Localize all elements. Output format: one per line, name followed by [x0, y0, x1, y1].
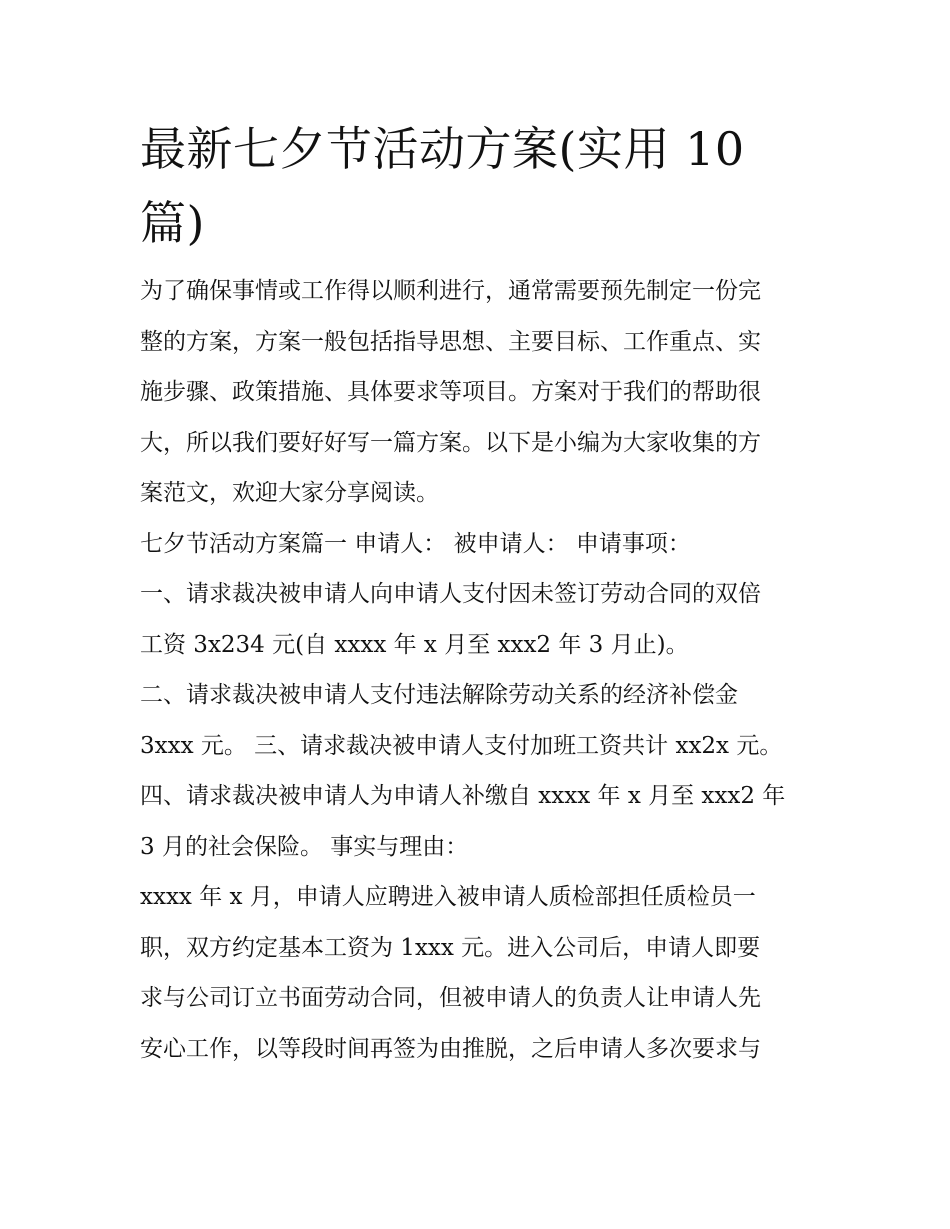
text-line-11: 四、请求裁决被申请人为申请人补缴自 xxxx 年 x 月至 xxx2 年	[140, 783, 786, 809]
title-line-1: 最新七夕节活动方案(实用 10	[140, 122, 745, 176]
text-line-1: 为了确保事情或工作得以顺利进行，通常需要预先制定一份完	[140, 278, 761, 304]
text-line-3: 施步骤、政策措施、具体要求等项目。方案对于我们的帮助很	[140, 379, 761, 405]
text-line-14: 职，双方约定基本工资为 1xxx 元。进入公司后，申请人即要	[140, 934, 761, 961]
document-title	[140, 112, 815, 260]
title-line-2: 篇)	[140, 196, 205, 250]
text-line-12: 3 月的社会保险。 事实与理由：	[140, 833, 469, 860]
text-line-7: 一、请求裁决被申请人向申请人支付因未签订劳动合同的双倍	[140, 581, 761, 607]
text-line-8: 工资 3x234 元(自 xxxx 年 x 月至 xxx2 年 3 月止)。	[140, 631, 689, 658]
text-line-4: 大，所以我们要好好写一篇方案。以下是小编为大家收集的方	[140, 429, 761, 456]
text-line-10: 3xxx 元。 三、请求裁决被申请人支付加班工资共计 xx2x 元。	[140, 732, 783, 759]
document-body	[140, 112, 815, 1074]
text-line-13: xxxx 年 x 月，申请人应聘进入被申请人质检部担任质检员一	[140, 884, 756, 910]
text-line-9: 二、请求裁决被申请人支付违法解除劳动关系的经济补偿金	[140, 682, 738, 708]
text-line-16: 安心工作，以等段时间再签为由推脱，之后申请人多次要求与	[140, 1035, 761, 1062]
text-line-2: 整的方案，方案一般包括指导思想、主要目标、工作重点、实	[140, 328, 761, 355]
text-line-6: 七夕节活动方案篇一 申请人： 被申请人： 申请事项：	[140, 530, 691, 557]
text-line-5: 案范文，欢迎大家分享阅读。	[140, 480, 439, 506]
text-line-15: 求与公司订立书面劳动合同，但被申请人的负责人让申请人先	[140, 985, 761, 1011]
